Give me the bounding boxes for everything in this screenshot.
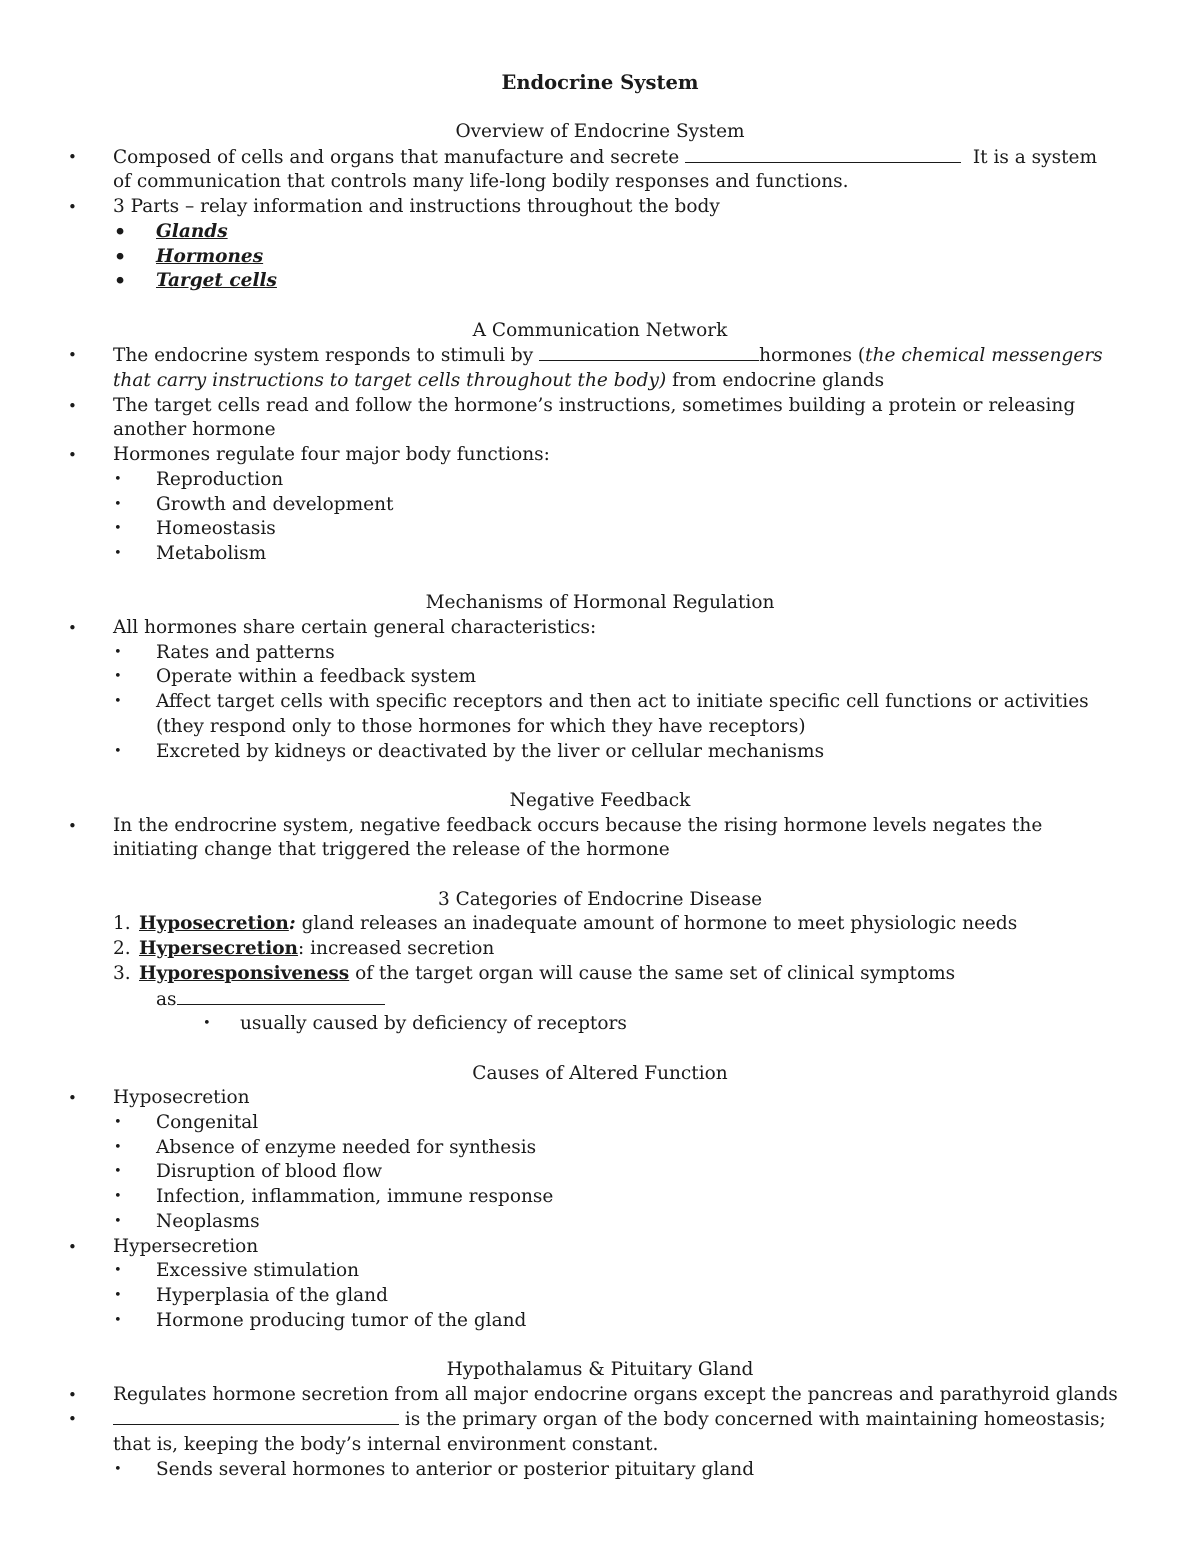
list-item: • Excreted by kidneys or deactivated by the liver or cellular mechanisms: [0, 740, 1200, 765]
list-item: • Reproduction: [0, 468, 1200, 493]
numbered-item: 2. Hypersecretion: increased secretion: [113, 938, 495, 960]
bullet-list: [0, 1383, 1200, 1483]
fill-in-blank: [685, 145, 961, 163]
list-item: • Absence of enzyme needed for synthesis: [0, 1136, 1200, 1161]
section-heading: Causes of Altered Function: [472, 1062, 728, 1084]
list-item: • Sends several hormones to anterior or posterior pituitary gland: [0, 1458, 1200, 1483]
numbered-list: [0, 912, 1200, 986]
numbered-item: 3. Hyporesponsiveness of the target organ will cause the same set of clinical symptoms: [113, 962, 956, 984]
list-item: • Hyposecretion: [0, 1086, 1200, 1111]
section-heading: Overview of Endocrine System: [455, 121, 745, 142]
section-endocrine-disease: [0, 888, 1200, 1037]
list-item: • Neoplasms: [0, 1210, 1200, 1235]
list-item: • Hormones regulate four major body functions:: [0, 443, 1200, 468]
list-item: • Excessive stimulation: [0, 1259, 1200, 1284]
fill-in-blank: [177, 987, 385, 1005]
list-item: • Hormone producing tumor of the gland: [0, 1309, 1200, 1334]
numbered-item: 1. Hyposecretion: gland releases an inadequate amount of hormone to meet physiologic needs: [113, 913, 1018, 935]
list-item: • Hyperplasia of the gland: [0, 1284, 1200, 1309]
bullet-list: [0, 1086, 1200, 1333]
bullet-list: [0, 616, 1200, 764]
section-mechanisms: [0, 591, 1200, 764]
document-body: [0, 120, 1200, 1507]
section-heading: Negative Feedback: [509, 789, 691, 811]
list-item: • Homeostasis: [0, 517, 1200, 542]
bullet-list: [0, 814, 1200, 863]
list-item: • All hormones share certain general characteristics:: [0, 616, 1200, 641]
bullet-list: [0, 145, 1200, 294]
list-item: • Congenital: [0, 1111, 1200, 1136]
section-overview: [0, 120, 1200, 294]
list-item: • Regulates hormone secretion from all major endocrine organs except the pancreas and parathyroid glands: [0, 1383, 1200, 1408]
list-item: • Glands: [0, 220, 1200, 245]
list-item: • Metabolism: [0, 542, 1200, 567]
list-item: • Affect target cells with specific receptors and then act to initiate specific cell functions or activities (they respond only to those hormones for which they have receptors): [0, 690, 1200, 739]
document-title: Endocrine System: [501, 71, 699, 94]
fill-in-blank: [113, 1407, 399, 1425]
fill-in-blank: [539, 343, 759, 361]
section-hypothalamus: [0, 1358, 1200, 1483]
list-item: • is the primary organ of the body concerned with maintaining homeostasis; that is, keeping the body’s internal environment constant.: [0, 1407, 1200, 1457]
list-item: • Rates and patterns: [0, 641, 1200, 666]
section-causes: [0, 1062, 1200, 1334]
section-heading: Hypothalamus & Pituitary Gland: [446, 1359, 754, 1381]
bullet-list: [0, 1012, 1200, 1037]
list-item: • Hormones: [0, 245, 1200, 270]
list-item: • Composed of cells and organs that manufacture and secrete It is a system of communication that controls many life-long bodily responses and functions.: [0, 145, 1200, 195]
list-item: • usually caused by deficiency of receptors: [0, 1012, 1200, 1037]
list-item: • Operate within a feedback system: [0, 665, 1200, 690]
list-item: • 3 Parts – relay information and instructions throughout the body: [0, 195, 1200, 220]
section-heading: A Communication Network: [472, 319, 728, 341]
list-item: • Hypersecretion: [0, 1235, 1200, 1260]
bullet-list: [0, 343, 1200, 566]
section-heading: Mechanisms of Hormonal Regulation: [425, 592, 775, 614]
list-item: • Disruption of blood flow: [0, 1160, 1200, 1185]
list-item: • The target cells read and follow the hormone’s instructions, sometimes building a protein or releasing another hormone: [0, 394, 1200, 443]
list-item: • Growth and development: [0, 493, 1200, 518]
section-heading: 3 Categories of Endocrine Disease: [437, 888, 763, 910]
section-communication: [0, 319, 1200, 567]
section-negative-feedback: [0, 789, 1200, 863]
continuation-line: as: [0, 987, 1200, 1013]
list-item: • Infection, inflammation, immune response: [0, 1185, 1200, 1210]
list-item: • The endocrine system responds to stimuli by hormones (the chemical messengers that carry instructions to target cells throughout the body) from endocrine glands: [0, 343, 1200, 393]
list-item: • In the endrocrine system, negative feedback occurs because the rising hormone levels negates the initiating change that triggered the release of the hormone: [0, 814, 1200, 863]
list-item: • Target cells: [0, 269, 1200, 294]
